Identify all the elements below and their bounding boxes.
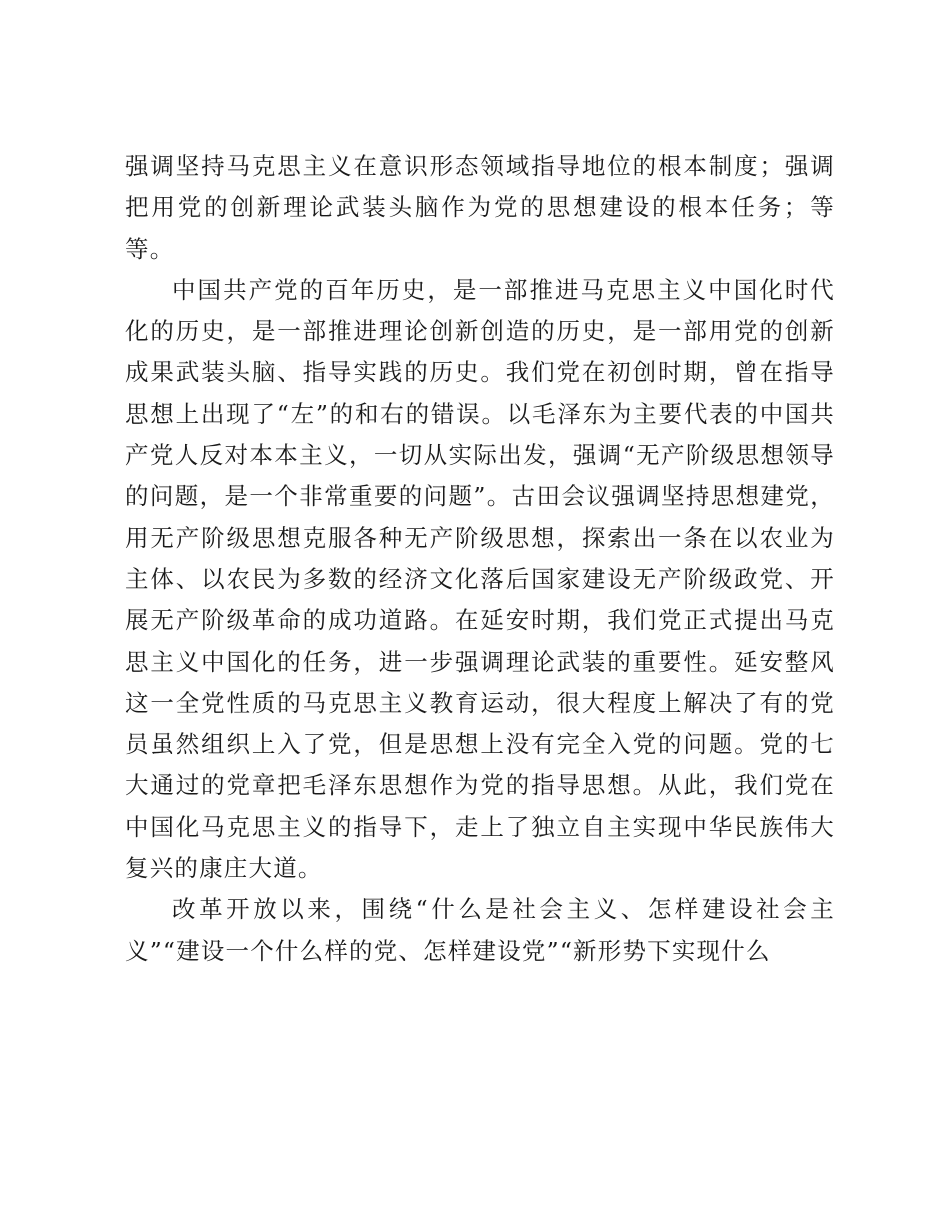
paragraph-3: 改革开放以来，围绕“什么是社会主义、怎样建设社会主义”“建设一个什么样的党、怎样建设党”“新形势下实现什么 <box>125 895 835 965</box>
paragraph-2: 中国共产党的百年历史，是一部推进马克思主义中国化时代化的历史，是一部推进理论创新创造的历史，是一部用党的创新成果武装头脑、指导实践的历史。我们党在初创时期，曾在指导思想上出现了“左”的和右的错误。以毛泽东为主要代表的中国共产党人反对本本主义，一切从实际出发，强调“无产阶级思想领导的问题，是一个非常重要的问题”。古田会议强调坚持思想建党，用无产阶级思想克服各种无产阶级思想，探索出一条在以农业为主体、以农民为多数的经济文化落后国家建设无产阶级政党、开展无产阶级革命的成功道路。在延安时期，我们党正式提出马克思主义中国化的任务，进一步强调理论武装的重要性。延安整风这一全党性质的马克思主义教育运动，很大程度上解决了有的党员虽然组织上入了党，但是思想上没有完全入党的问题。党的七大通过的党章把毛泽东思想作为党的指导思想。从此，我们党在中国化马克思主义的指导下，走上了独立自主实现中华民族伟大复兴的康庄大道。 <box>125 275 835 883</box>
document-body <box>125 146 835 972</box>
paragraph-1: 强调坚持马克思主义在意识形态领域指导地位的根本制度；强调把用党的创新理论武装头脑作为党的思想建设的根本任务；等等。 <box>125 152 835 263</box>
